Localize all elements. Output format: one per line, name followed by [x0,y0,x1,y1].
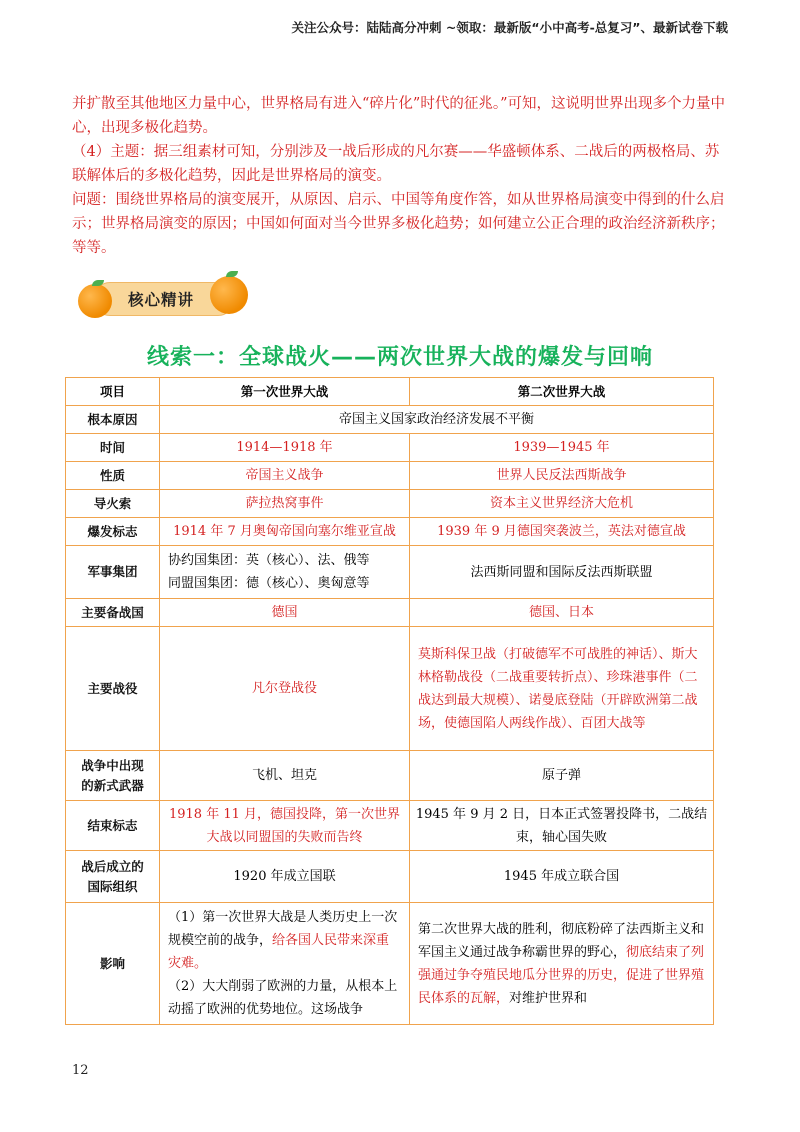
core-badge [76,268,246,320]
cell-ww2: 法西斯同盟和国际反法西斯联盟 [410,546,714,599]
cell-ww2: 1945 年 9 月 2 日，日本正式签署投降书，二战结束，轴心国失败 [410,801,714,851]
intro-paragraph-1: 并扩散至其他地区力量中心，世界格局有进入“碎片化”时代的征兆。”可知，这说明世界出现多个力量中心，出现多极化趋势。 [72,96,725,136]
cell-ww1: 凡尔登战役 [160,627,410,751]
cell-ww1 [160,903,410,1025]
impact-text-highlight: 给各国人民带来深重灾难。 [168,933,390,971]
row-label: 导火索 [66,490,160,518]
table-header-row [66,378,714,406]
table-row [66,751,714,801]
cell-ww2: 世界人民反法西斯战争 [410,462,714,490]
cell-ww2: 资本主义世界经济大危机 [410,490,714,518]
cell-ww1: 1918 年 11 月，德国投降，第一次世界大战以同盟国的失败而告终 [160,801,410,851]
cell-ww2: 1939 年 9 月德国突袭波兰，英法对德宣战 [410,518,714,546]
table-row [66,801,714,851]
impact-text: 第二次世界大战的胜利，彻底粉碎了法西斯主义和军国主义通过战争称霸世界的野心， [418,921,705,960]
cell-ww1: 1920 年成立国联 [160,851,410,903]
intro-paragraph-3: 问题：围绕世界格局的演变展开，从原因、启示、中国等角度作答，如从世界格局演变中得到的什么启示；世界格局演变的原因；中国如何面对当今世界多极化趋势；如何建立公正合理的政治经济新秩序；等等。 [72,192,725,256]
cell-ww2: 德国、日本 [410,599,714,627]
row-label: 时间 [66,434,160,462]
row-label: 主要备战国 [66,599,160,627]
row-label: 结束标志 [66,801,160,851]
impact-text-highlight: 彻底结束了列强通过争夺殖民地瓜分世界的历史，促进了世界殖民体系的瓦解， [418,944,705,1006]
cell-ww1: 1914 年 7 月奥匈帝国向塞尔维亚宣战 [160,518,410,546]
impact-ww1-point-2: （2）大大削弱了欧洲的力量，从根本上动摇了欧洲的优势地位。这场战争 [168,979,398,1017]
cell-ww1: 飞机、坦克 [160,751,410,801]
row-label-line: 国际组织 [87,878,138,894]
row-label-line: 战后成立的 [81,858,144,874]
row-label: 军事集团 [66,546,160,599]
row-label: 主要战役 [66,627,160,751]
header-ww1: 第一次世界大战 [160,378,410,406]
table-row [66,627,714,751]
row-label: 根本原因 [66,406,160,434]
row-label: 爆发标志 [66,518,160,546]
cell-ww1 [160,546,410,599]
header-ww2: 第二次世界大战 [410,378,714,406]
cell-ww2: 原子弹 [410,751,714,801]
row-label-line: 的新式武器 [81,777,144,793]
cell-ww2: 1945 年成立联合国 [410,851,714,903]
leaf-right-icon [226,271,238,277]
row-label [66,851,160,903]
cell-ww1: 帝国主义战争 [160,462,410,490]
row-label [66,751,160,801]
header-item: 项目 [66,378,160,406]
table-row [66,462,714,490]
cell-ww2 [410,903,714,1025]
impact-text: （1）第一次世界大战是人类历史上一次规模空前的战争， [168,910,398,948]
row-label: 影响 [66,903,160,1025]
page-header: 关注公众号：陆陆高分冲刺 ~领取：最新版“小中高考-总复习”、最新试卷下载 [291,20,728,35]
table-row [66,903,714,1025]
cell-ww2: 1939—1945 年 [410,434,714,462]
impact-text: 对维护世界和 [509,990,588,1006]
comparison-table [65,377,714,1025]
table-row [66,406,714,434]
cell-ww1: 德国 [160,599,410,627]
table-row [66,851,714,903]
table-row [66,490,714,518]
table-row [66,546,714,599]
cell-root-cause: 帝国主义国家政治经济发展不平衡 [160,406,714,434]
section-title: 线索一：全球战火——两次世界大战的爆发与回响 [146,345,653,370]
table-row [66,599,714,627]
bloc-central: 同盟国集团：德（核心）、奥匈意等 [168,576,370,591]
table-row [66,434,714,462]
cell-ww1: 萨拉热窝事件 [160,490,410,518]
impact-ww1-point-1 [168,906,401,975]
row-label-line: 战争中出现 [81,757,144,773]
row-label: 性质 [66,462,160,490]
page-number: 12 [72,1063,89,1078]
cell-ww1: 1914—1918 年 [160,434,410,462]
badge-title: 核心精讲 [127,291,194,309]
table-row [66,518,714,546]
bloc-entente: 协约国集团：英（核心）、法、俄等 [168,553,370,568]
cell-ww2: 莫斯科保卫战（打破德军不可战胜的神话）、斯大林格勒战役（二战重要转折点）、珍珠港事件（二战达到最大规模）、诺曼底登陆（开辟欧洲第二战场，使德国陷人两线作战）、百团大战等 [410,627,714,751]
intro-paragraph-2: （4）主题：据三组素材可知，分别涉及一战后形成的凡尔赛——华盛顿体系、二战后的两极格局、苏联解体后的多极化趋势，因此是世界格局的演变。 [72,144,720,184]
intro-text [72,92,732,260]
